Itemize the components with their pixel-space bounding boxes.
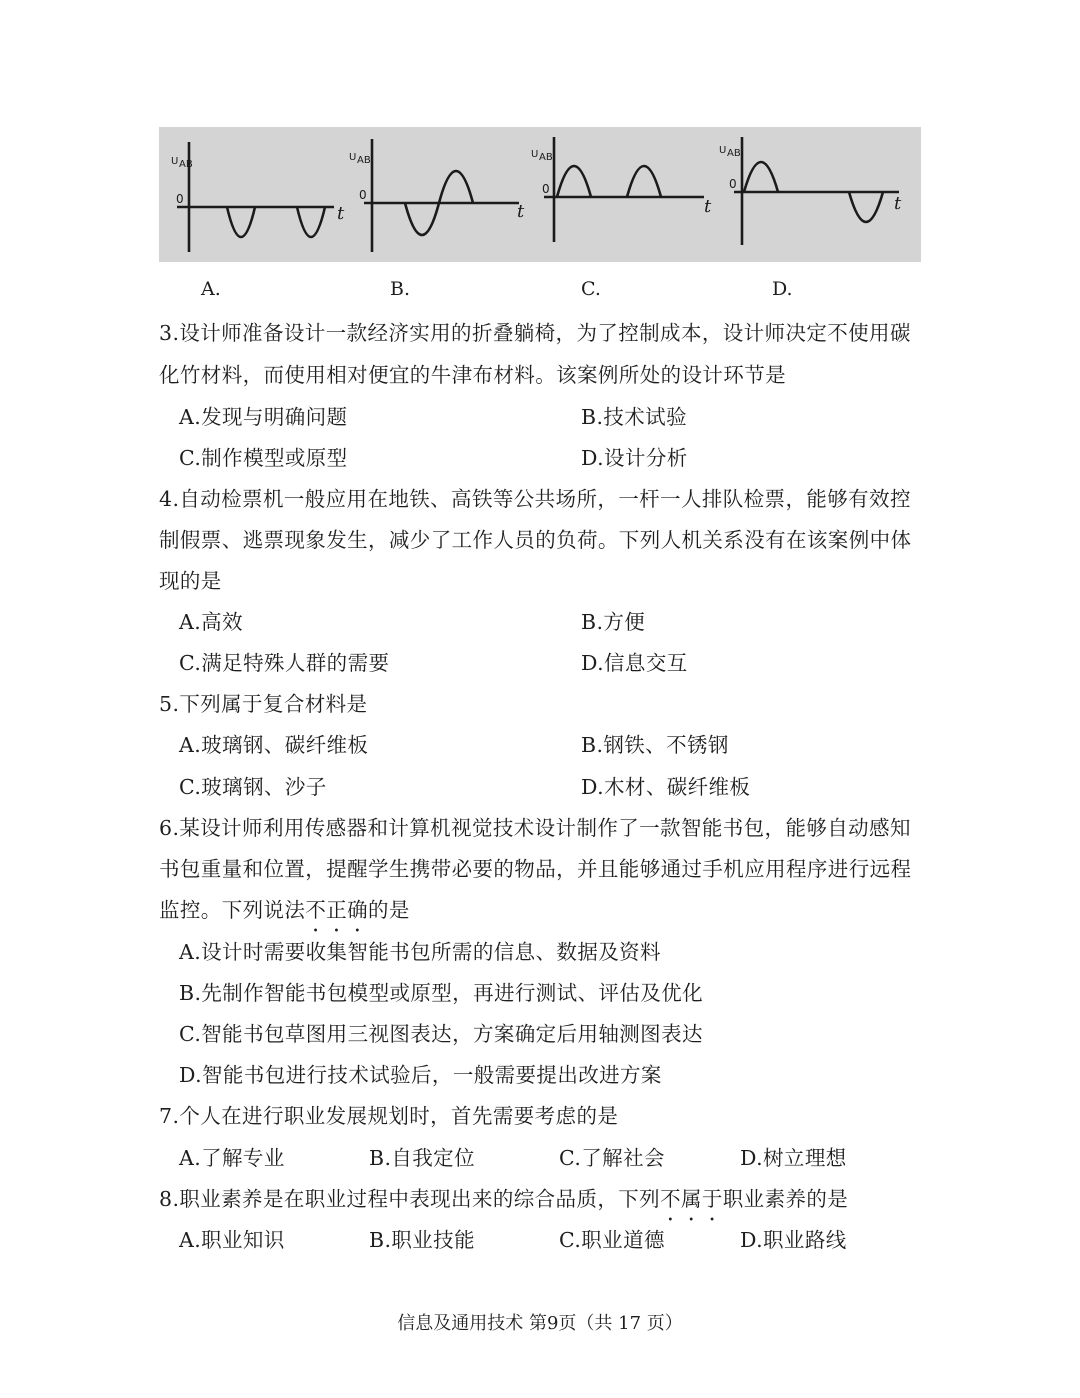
question-3-option-b: B.技术试验	[581, 405, 687, 429]
question-8-option-c: C.职业道德	[559, 1228, 665, 1252]
question-4-option-a: A.高效	[179, 610, 243, 634]
question-5-option-d: D.木材、碳纤维板	[581, 775, 751, 799]
axis-label-u: U	[719, 145, 727, 156]
axis-label-u: U	[349, 152, 357, 163]
page-footer: 信息及通用技术 第9页（共 17 页）	[397, 1313, 683, 1334]
emphasis-char: 属	[680, 1187, 702, 1211]
question-6-line-2: 书包重量和位置，提醒学生携带必要的物品，并且能够通过手机应用程序进行远程	[159, 857, 912, 881]
question-3-option-d: D.设计分析	[581, 446, 688, 470]
question-3-option-a: A.发现与明确问题	[179, 405, 348, 429]
question-8-option-b: B.职业技能	[369, 1228, 475, 1252]
emphasis-char: 确	[347, 898, 369, 922]
time-label: t	[337, 203, 345, 224]
question-7-option-c: C.了解社会	[559, 1146, 665, 1170]
question-6-line-3-pre: 监控。下列说法	[159, 898, 306, 922]
question-7-option-d: D.树立理想	[740, 1146, 847, 1170]
question-6-option-c: C.智能书包草图用三视图表达，方案确定后用轴测图表达	[179, 1022, 703, 1046]
question-5-option-b: B.钢铁、不锈钢	[581, 733, 729, 757]
time-label: t	[704, 196, 712, 217]
question-5-line-1: 5.下列属于复合材料是	[159, 692, 368, 716]
graph-d	[719, 137, 902, 245]
question-5-option-c: C.玻璃钢、沙子	[179, 775, 327, 799]
graph-b	[349, 139, 525, 252]
question-6-line-3	[159, 893, 410, 923]
question-5-option-a: A.玻璃钢、碳纤维板	[179, 733, 369, 757]
question-8-line-post: 职业素养的是	[722, 1187, 849, 1211]
graph-c	[531, 137, 712, 242]
question-4-option-b: B.方便	[581, 610, 646, 634]
waveform-option-d: D.	[772, 278, 793, 300]
axis-subscript: AB	[727, 148, 741, 159]
question-8-line-1	[159, 1182, 848, 1212]
question-6-option-a: A.设计时需要收集智能书包所需的信息、数据及资料	[179, 940, 661, 964]
question-7-option-a: A.了解专业	[179, 1146, 285, 1170]
axis-subscript: AB	[539, 152, 553, 163]
time-label: t	[894, 193, 902, 214]
question-4-line-3: 现的是	[159, 569, 222, 593]
waveform-option-a: A.	[201, 278, 221, 300]
question-3-option-c: C.制作模型或原型	[179, 446, 348, 470]
question-6-option-d: D.智能书包进行技术试验后，一般需要提出改进方案	[179, 1063, 662, 1087]
time-label: t	[517, 201, 525, 222]
question-4-line-2: 制假票、逃票现象发生，减少了工作人员的负荷。下列人机关系没有在该案例中体	[159, 528, 912, 552]
waveform-figure	[159, 127, 921, 262]
origin-label: 0	[729, 177, 737, 191]
waveform-option-c: C.	[581, 278, 601, 300]
emphasis-char: 不	[660, 1187, 681, 1211]
graph-a	[171, 142, 345, 252]
emphasis-char: 不	[305, 898, 327, 922]
question-4-line-1: 4.自动检票机一般应用在地铁、高铁等公共场所，一杆一人排队检票，能够有效控	[159, 487, 911, 511]
waveform-option-b: B.	[390, 278, 411, 300]
emphasis-char: 正	[326, 898, 348, 922]
question-4-option-c: C.满足特殊人群的需要	[179, 651, 390, 675]
question-4-option-d: D.信息交互	[581, 651, 688, 675]
question-3-line-2: 化竹材料，而使用相对便宜的牛津布材料。该案例所处的设计环节是	[159, 363, 786, 387]
axis-subscript: AB	[357, 155, 371, 166]
emphasis-char: 于	[701, 1187, 723, 1211]
question-3-line-1: 3.设计师准备设计一款经济实用的折叠躺椅，为了控制成本，设计师决定不使用碳	[159, 321, 911, 345]
axis-label-u: U	[531, 149, 539, 160]
question-7-line-1: 7.个人在进行职业发展规划时，首先需要考虑的是	[159, 1104, 619, 1128]
axis-label-u: U	[171, 156, 179, 167]
axis-subscript: AB	[179, 159, 193, 170]
question-8-option-a: A.职业知识	[179, 1228, 285, 1252]
question-6-line-3-post: 的是	[368, 898, 410, 922]
origin-label: 0	[176, 192, 184, 206]
question-8-line-pre: 8.职业素养是在职业过程中表现出来的综合品质，下列	[159, 1187, 661, 1211]
question-6-option-b: B.先制作智能书包模型或原型，再进行测试、评估及优化	[179, 981, 703, 1005]
question-6-line-1: 6.某设计师利用传感器和计算机视觉技术设计制作了一款智能书包，能够自动感知	[159, 816, 911, 840]
origin-label: 0	[359, 188, 367, 202]
question-7-option-b: B.自我定位	[369, 1146, 475, 1170]
origin-label: 0	[542, 182, 550, 196]
question-8-option-d: D.职业路线	[740, 1228, 847, 1252]
